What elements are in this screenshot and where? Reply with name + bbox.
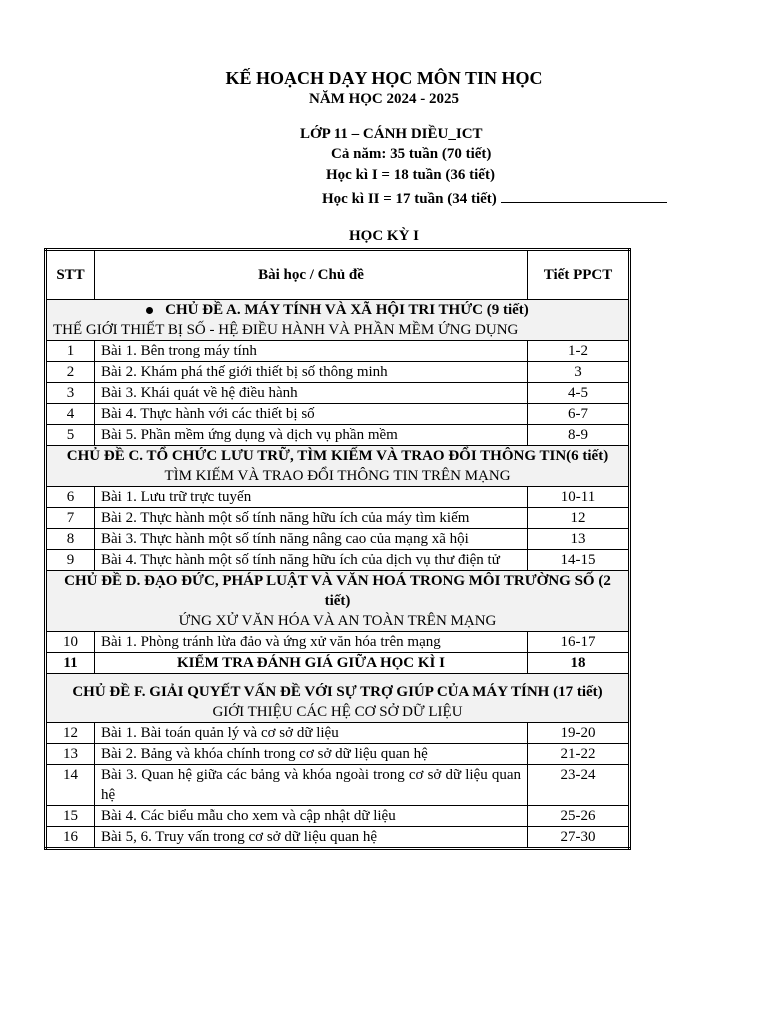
- table-row: [46, 508, 630, 529]
- row-ppct: 1-2: [528, 341, 630, 362]
- row-stt: 14: [46, 765, 95, 806]
- table-row: [46, 550, 630, 571]
- row-stt: 12: [46, 723, 95, 744]
- topic-row: [46, 446, 630, 487]
- class-name: LỚP 11 – CÁNH DIỀU_ICT: [300, 126, 483, 142]
- semester2-info: [322, 188, 667, 208]
- row-ppct: 3: [528, 362, 630, 383]
- whole-year-info: Cả năm: 35 tuần (70 tiết): [331, 146, 492, 162]
- blank-line: [501, 188, 667, 203]
- topic-cell: [46, 674, 630, 723]
- topic-subtitle: THẾ GIỚI THIẾT BỊ SỐ - HỆ ĐIỀU HÀNH VÀ PHẦN MỀM ỨNG DỤNG: [53, 322, 519, 338]
- topic-cell: [46, 446, 630, 487]
- row-lesson: Bài 1. Bài toán quản lý và cơ sở dữ liệu: [95, 723, 528, 744]
- table-row: [46, 632, 630, 653]
- row-lesson: Bài 4. Thực hành một số tính năng hữu ích của dịch vụ thư điện tử: [95, 550, 528, 571]
- row-stt: 15: [46, 806, 95, 827]
- row-ppct: 18: [528, 653, 630, 674]
- row-ppct: 8-9: [528, 425, 630, 446]
- row-ppct: 4-5: [528, 383, 630, 404]
- semester2-text: Học kì II = 17 tuần (34 tiết): [322, 191, 497, 207]
- bullet-icon: [146, 307, 153, 314]
- table-row: [46, 723, 630, 744]
- lesson-plan-table: [44, 248, 631, 850]
- table-row: [46, 765, 630, 806]
- exam-row: [46, 653, 630, 674]
- row-stt: 2: [46, 362, 95, 383]
- table-header-row: [46, 250, 630, 300]
- topic-subtitle: ỨNG XỬ VĂN HÓA VÀ AN TOÀN TRÊN MẠNG: [178, 613, 497, 629]
- row-lesson: Bài 4. Các biểu mẫu cho xem và cập nhật dữ liệu: [95, 806, 528, 827]
- row-lesson: Bài 5. Phần mềm ứng dụng và dịch vụ phần mềm: [95, 425, 528, 446]
- semester1-info: Học kì I = 18 tuần (36 tiết): [326, 167, 495, 183]
- topic-row: [46, 674, 630, 723]
- row-stt: 13: [46, 744, 95, 765]
- row-stt: 6: [46, 487, 95, 508]
- row-lesson: Bài 2. Khám phá thế giới thiết bị số thông minh: [95, 362, 528, 383]
- table-row: [46, 404, 630, 425]
- row-stt: 1: [46, 341, 95, 362]
- row-ppct: 6-7: [528, 404, 630, 425]
- row-stt: 8: [46, 529, 95, 550]
- table-row: [46, 425, 630, 446]
- row-ppct: 25-26: [528, 806, 630, 827]
- topic-subtitle: TÌM KIẾM VÀ TRAO ĐỔI THÔNG TIN TRÊN MẠNG: [164, 468, 511, 484]
- school-year: NĂM HỌC 2024 - 2025: [309, 91, 459, 107]
- topic-name: CHỦ ĐỀ F. GIẢI QUYẾT VẤN ĐỀ VỚI SỰ TRỢ GIÚP CỦA MÁY TÍNH (17 tiết): [72, 684, 603, 700]
- row-ppct: 13: [528, 529, 630, 550]
- row-ppct: 10-11: [528, 487, 630, 508]
- row-lesson: Bài 4. Thực hành với các thiết bị số: [95, 404, 528, 425]
- row-ppct: 23-24: [528, 765, 630, 806]
- row-stt: 16: [46, 827, 95, 849]
- row-ppct: 14-15: [528, 550, 630, 571]
- table-row: [46, 827, 630, 849]
- row-ppct: 27-30: [528, 827, 630, 849]
- row-lesson: Bài 1. Phòng tránh lừa đảo và ứng xử văn hóa trên mạng: [95, 632, 528, 653]
- topic-row: [46, 300, 630, 341]
- table-row: [46, 383, 630, 404]
- table-row: [46, 806, 630, 827]
- topic-name: CHỦ ĐỀ C. TỔ CHỨC LƯU TRỮ, TÌM KIẾM VÀ TRAO ĐỔI THÔNG TIN(6 tiết): [66, 448, 609, 464]
- table-row: [46, 529, 630, 550]
- row-lesson: Bài 5, 6. Truy vấn trong cơ sở dữ liệu quan hệ: [95, 827, 528, 849]
- row-stt: 10: [46, 632, 95, 653]
- topic-cell: [46, 300, 630, 341]
- row-lesson: Bài 2. Thực hành một số tính năng hữu ích của máy tìm kiếm: [95, 508, 528, 529]
- column-header-lesson: Bài học / Chủ đề: [95, 250, 528, 300]
- row-stt: 3: [46, 383, 95, 404]
- row-stt: 5: [46, 425, 95, 446]
- topic-name: CHỦ ĐỀ A. MÁY TÍNH VÀ XÃ HỘI TRI THỨC (9 tiết): [165, 302, 529, 318]
- topic-cell: [46, 571, 630, 632]
- row-lesson: Bài 1. Lưu trữ trực tuyến: [95, 487, 528, 508]
- row-lesson: Bài 3. Khái quát về hệ điều hành: [95, 383, 528, 404]
- column-header-stt: STT: [46, 250, 95, 300]
- topic-title: [53, 300, 622, 320]
- row-ppct: 16-17: [528, 632, 630, 653]
- row-lesson: Bài 1. Bên trong máy tính: [95, 341, 528, 362]
- row-stt: 4: [46, 404, 95, 425]
- row-lesson: Bài 3. Thực hành một số tính năng nâng cao của mạng xã hội: [95, 529, 528, 550]
- table-row: [46, 487, 630, 508]
- topic-subtitle: GIỚI THIỆU CÁC HỆ CƠ SỞ DỮ LIỆU: [212, 704, 463, 720]
- document-title: KẾ HOẠCH DẠY HỌC MÔN TIN HỌC: [225, 68, 543, 88]
- table-row: [46, 362, 630, 383]
- row-stt: 11: [46, 653, 95, 674]
- column-header-ppct: Tiết PPCT: [528, 250, 630, 300]
- table-row: [46, 744, 630, 765]
- row-lesson: Bài 2. Bảng và khóa chính trong cơ sở dữ liệu quan hệ: [95, 744, 528, 765]
- table-row: [46, 341, 630, 362]
- row-stt: 7: [46, 508, 95, 529]
- exam-name: KIỂM TRA ĐÁNH GIÁ GIỮA HỌC KÌ I: [95, 653, 528, 674]
- row-ppct: 21-22: [528, 744, 630, 765]
- row-lesson: Bài 3. Quan hệ giữa các bảng và khóa ngoài trong cơ sở dữ liệu quan hệ: [95, 765, 528, 806]
- semester-heading: HỌC KỲ I: [348, 228, 419, 244]
- topic-row: [46, 571, 630, 632]
- row-ppct: 12: [528, 508, 630, 529]
- row-ppct: 19-20: [528, 723, 630, 744]
- topic-name: CHỦ ĐỀ D. ĐẠO ĐỨC, PHÁP LUẬT VÀ VĂN HOÁ TRONG MÔI TRƯỜNG SỐ (2 tiết): [64, 573, 611, 609]
- row-stt: 9: [46, 550, 95, 571]
